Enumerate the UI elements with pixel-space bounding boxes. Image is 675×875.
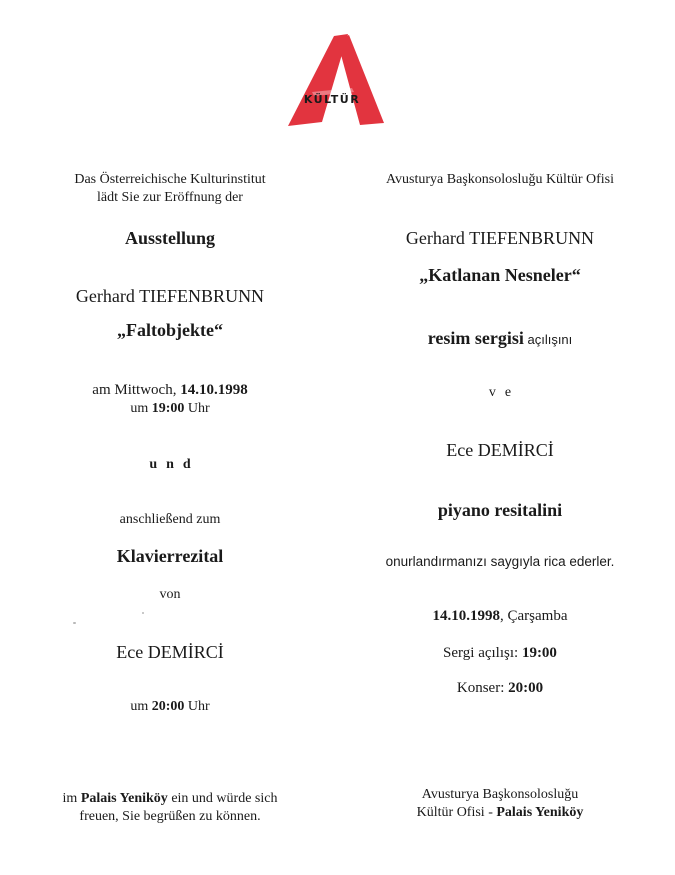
opening-time: 19:00 (521, 645, 557, 661)
exhibition-heading: Ausstellung (124, 228, 216, 248)
opening-time-line (345, 644, 655, 662)
concert-heading: Klavierrezital (116, 546, 224, 566)
concert-time-value: 20:00 (151, 699, 185, 714)
followed-by: anschließend zum (119, 512, 221, 527)
ve-connector: ve (488, 385, 521, 400)
time-value: 19:00 (151, 401, 185, 416)
time-suffix: Uhr (184, 401, 210, 416)
intro-line-1: Das Österreichische Kulturinstitut (74, 172, 266, 187)
pianist-name: Ece DEMİRCİ (446, 440, 554, 460)
concert-time-line (25, 698, 315, 715)
scan-speck (142, 612, 144, 614)
logo-wordmark: KÜLTÜR (303, 93, 361, 106)
date-prefix: am Mittwoch, (92, 382, 181, 398)
day-name: , Çarşamba (500, 608, 568, 624)
concert-time-line (345, 679, 655, 697)
exhibition-line (345, 327, 655, 351)
kultur-logo (282, 30, 387, 130)
pianist-name: Ece DEMİRCİ (116, 642, 224, 662)
work-title: „Faltobjekte“ (117, 320, 223, 340)
intro-line-2: lädt Sie zur Eröffnung der (97, 190, 243, 205)
time-line (25, 400, 315, 417)
concert-time-prefix: um (130, 699, 152, 714)
date-value: 14.10.1998 (432, 608, 500, 624)
opening-label: Sergi açılışı: (443, 645, 522, 661)
recital-heading: piyano resitalini (437, 500, 563, 520)
host-line: Avusturya Başkonsolosluğu Kültür Ofisi (385, 172, 614, 187)
invite-line: onurlandırmanızı saygıyla rica ederler. (385, 554, 615, 569)
exhibition-label: resim sergisi (427, 328, 524, 348)
date-value: 14.10.1998 (180, 382, 248, 398)
footer-prefix: Kültür Ofisi - (416, 805, 497, 820)
footer-line-2 (345, 804, 655, 821)
venue-name: Palais Yeniköy (80, 791, 168, 806)
date-line (345, 607, 655, 625)
logo-a-left-stroke (288, 34, 348, 126)
concert-time: 20:00 (508, 680, 544, 696)
concert-time-suffix: Uhr (184, 699, 210, 714)
exhibition-suffix: açılışını (523, 332, 573, 347)
und-connector: und (149, 457, 200, 472)
venue-line (25, 790, 315, 807)
work-title: „Katlanan Nesneler“ (419, 265, 581, 285)
logo-a-right-stroke (337, 35, 384, 125)
date-line (25, 381, 315, 399)
scan-speck (73, 622, 76, 624)
footer-venue: Palais Yeniköy (496, 805, 584, 820)
concert-label: Konser: (456, 680, 509, 696)
time-prefix: um (130, 401, 152, 416)
closing-line: freuen, Sie begrüßen zu können. (79, 809, 261, 824)
artist-name: Gerhard TIEFENBRUNN (405, 228, 595, 248)
footer-line-1: Avusturya Başkonsolosluğu (421, 787, 579, 802)
by-label: von (159, 587, 181, 602)
venue-prefix: im (62, 791, 81, 806)
venue-suffix: ein und würde sich (167, 791, 278, 806)
artist-name: Gerhard TIEFENBRUNN (75, 286, 265, 306)
